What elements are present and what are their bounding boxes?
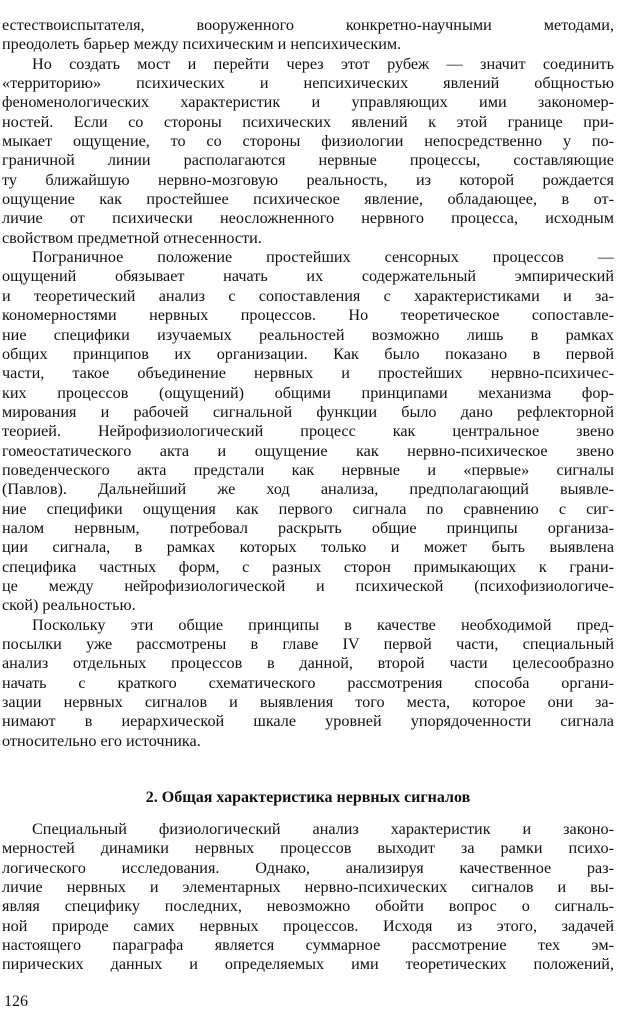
text-line: «территорию» психических и непсихических явлений общностью <box>2 74 614 93</box>
text-line: ской) реальностью. <box>2 596 136 615</box>
text-line: преодолеть барьер между психическим и непсихическим. <box>2 35 402 54</box>
text-line: теорией. Нейрофизиологический процесс как центральное звено <box>2 422 614 441</box>
text-line: Поскольку эти общие принципы в качестве необходимой пред- <box>32 615 614 634</box>
text-line: настоящего параграфа является суммарное рассмотрение тех эм- <box>2 936 614 955</box>
text-line: части, такое объединение нервных и простейших нервно-психичес- <box>2 364 614 383</box>
text-line: ощущение как простейшее психическое явление, обладающее, в от- <box>2 190 614 209</box>
text-line: граничной линии располагаются нервные процессы, составляющие <box>2 151 614 170</box>
text-line: начать с краткого схематического рассмотрения способа органи- <box>2 673 614 692</box>
text-line: ту ближайшую нервно-мозговую реальность, из которой рождается <box>2 170 614 189</box>
text-line: ной природе самих нервных процессов. Исходя из этого, задачей <box>2 916 614 935</box>
text-line: феноменологических характеристик и управляющих ими закономер- <box>2 93 614 112</box>
text-line: Специальный физиологический анализ характеристик и законо- <box>32 820 614 838</box>
text-line: анализ отдельных процессов в данной, второй части целесообразно <box>2 654 614 673</box>
text-block-top <box>2 16 614 751</box>
text-line: це между нейрофизиологической и психической (психофизиологиче- <box>2 576 614 595</box>
text-line: логического исследования. Однако, анализируя качественное раз- <box>2 858 614 877</box>
text-line: личие нервных и элементарных нервно-психических сигналов и вы- <box>2 878 614 897</box>
text-line: ние специфики изучаемых реальностей возможно лишь в рамках <box>2 325 614 344</box>
text-line: специфика частных форм, с разных сторон примыкающих к грани- <box>2 557 614 576</box>
text-block-bottom <box>2 820 614 975</box>
text-line: нимают в иерархической шкале уровней упорядоченности сигнала <box>2 712 614 731</box>
paragraph <box>2 820 614 975</box>
text-line: мыкает ощущение, то со стороны физиологии непосредственно у по- <box>2 132 614 151</box>
text-line: кономерностями нервных процессов. Но теоретическое сопоставле- <box>2 306 614 325</box>
text-line: ностей. Если со стороны психических явлений к этой границе при- <box>2 112 614 131</box>
text-line: посылки уже рассмотрены в главе IV первой части, специальный <box>2 635 614 653</box>
text-line: мирования и рабочей сигнальной функции было дано рефлекторной <box>2 402 614 421</box>
text-line: зации нервных сигналов и выявления того места, которое они за- <box>2 693 614 712</box>
text-line: являя специфику последних, невозможно обойти вопрос о сигналь- <box>2 897 614 916</box>
book-page <box>2 0 614 1021</box>
paragraph <box>2 616 614 751</box>
text-line: личие от психически неосложненного нервного процесса, исходным <box>2 209 614 228</box>
text-line: (Павлов). Дальнейший же ход анализа, предполагающий выявле- <box>2 480 614 499</box>
paragraph <box>2 16 614 55</box>
page-number: 126 <box>4 993 28 1010</box>
text-line: ощущений обязывает начать их содержательный эмпирический <box>2 267 614 286</box>
text-line: ции сигнала, в рамках которых только и может быть выявлена <box>2 538 614 557</box>
text-line: свойством предметной отнесенности. <box>2 228 262 247</box>
text-line: естествоиспытателя, вооруженного конкретно-научными методами, <box>2 16 614 34</box>
text-line: и теоретический анализ с сопоставления с характеристиками и за- <box>2 286 614 305</box>
paragraph <box>2 55 614 248</box>
text-line: налом нервным, потребовал раскрыть общие принципы организа- <box>2 518 614 537</box>
text-line: Пограничное положение простейших сенсорных процессов — <box>32 248 614 267</box>
section-heading: 2. Общая характеристика нервных сигналов <box>145 789 471 806</box>
text-line: ких процессов (ощущений) общими принципами механизма фор- <box>2 383 614 402</box>
text-line: относительно его источника. <box>2 731 201 750</box>
paragraph <box>2 248 614 616</box>
text-line: Но создать мост и перейти через этот рубеж — значит соединить <box>32 54 614 73</box>
text-line: поведенческого акта предстали как нервные и «первые» сигналы <box>2 460 614 479</box>
text-line: общих принципов их организации. Как было показано в первой <box>2 344 614 363</box>
text-line: ние специфики ощущения как первого сигнала по сравнению с сиг- <box>2 499 614 518</box>
text-line: мерностей динамики нервных процессов выходит за рамки психо- <box>2 839 614 858</box>
text-line: гомеостатического акта и ощущение как нервно-психическое звено <box>2 441 614 460</box>
text-line: пирических данных и определяемых ими теоретических положений, <box>2 955 614 974</box>
